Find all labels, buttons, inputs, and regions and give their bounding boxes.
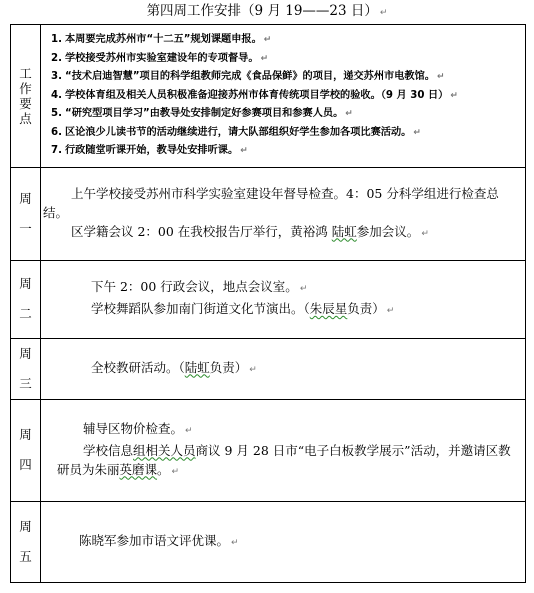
wednesday-line-1: 全校教研活动。（陆虹负责） ↵	[91, 359, 257, 375]
goals-list	[41, 25, 525, 167]
paragraph-mark-icon: ↵	[413, 127, 421, 138]
wednesday-content-cell[interactable]	[41, 338, 526, 399]
goal-text: 本周要完成苏州市“十二五”规划课题申报。	[65, 34, 262, 45]
goals-row	[11, 25, 526, 168]
friday-row	[11, 501, 526, 582]
goals-content-cell[interactable]	[41, 25, 526, 168]
goal-item	[51, 50, 521, 69]
friday-label-cell	[11, 501, 41, 582]
thursday-row	[11, 399, 526, 501]
spellcheck-mark: 英磨课	[119, 461, 158, 477]
paragraph-mark-icon: ↵	[171, 466, 180, 477]
monday-content-cell[interactable]	[41, 167, 526, 260]
paragraph-mark-icon: ↵	[436, 72, 445, 82]
monday-line-2: 区学籍会议 2：00 在我校报告厅举行，黄裕鸿 陆虹参加会议。 ↵	[71, 223, 429, 239]
wednesday-row	[11, 338, 526, 399]
goal-item	[51, 68, 521, 87]
goal-item	[51, 105, 521, 124]
spellcheck-mark: 陆虹	[331, 223, 357, 239]
monday-label: 周一	[19, 190, 32, 236]
thursday-label: 周四	[19, 427, 32, 472]
goal-number: 2.	[51, 52, 62, 64]
tuesday-line-1: 下午 2：00 行政会议，地点会议室。 ↵	[91, 279, 308, 294]
spellcheck-mark: 组相关人员	[133, 442, 196, 458]
goal-number: 7.	[51, 145, 62, 156]
thursday-line-1: 辅导区物价检查。 ↵	[83, 420, 193, 436]
paragraph-mark-icon: ↵	[450, 90, 458, 101]
monday-label-cell	[11, 167, 41, 260]
thursday-content-cell[interactable]	[41, 399, 526, 501]
goal-number: 4.	[51, 89, 62, 101]
goal-text: 学校体育组及相关人员积极准备迎接苏州市体育传统项目学校的验收。（9 月 30 日）	[65, 89, 449, 101]
page-title	[0, 2, 534, 22]
spellcheck-mark: 朱辰星	[309, 301, 348, 316]
paragraph-mark-icon: ↵	[379, 8, 388, 18]
friday-content-cell[interactable]	[41, 501, 526, 582]
goal-number: 6.	[51, 126, 62, 138]
paragraph-mark-icon: ↵	[421, 228, 429, 239]
monday-line-1: 上午学校接受苏州市科学实验室建设年督导检查。4：05 分科学组进行检查总结。	[43, 185, 499, 220]
paragraph-mark-icon: ↵	[263, 35, 272, 45]
goal-number: 1.	[51, 34, 62, 45]
friday-line-1: 陈晓军参加市语文评优课。 ↵	[79, 532, 239, 548]
paragraph-mark-icon: ↵	[260, 53, 269, 64]
wednesday-label-cell	[11, 338, 41, 399]
monday-row	[11, 167, 526, 260]
paragraph-mark-icon: ↵	[185, 425, 193, 436]
friday-label: 周五	[19, 518, 32, 564]
paragraph-mark-icon: ↵	[240, 146, 248, 156]
tuesday-line-2: 学校舞蹈队参加南门街道文化节演出。（朱辰星负责） ↵	[91, 301, 395, 316]
goal-text: “研究型项目学习”由教导处安排制定好参赛项目和参赛人员。	[65, 108, 344, 119]
goal-item	[51, 124, 521, 143]
paragraph-mark-icon: ↵	[231, 537, 239, 548]
goal-text: 学校接受苏州市实验室建设年的专项督导。	[65, 52, 259, 64]
paragraph-mark-icon: ↵	[249, 364, 257, 375]
paragraph-mark-icon: ↵	[386, 306, 395, 316]
tuesday-content-cell[interactable]	[41, 260, 526, 338]
goal-item	[51, 31, 521, 50]
schedule-table	[10, 24, 526, 583]
thursday-label-cell	[11, 399, 41, 501]
goal-item	[51, 87, 521, 106]
goal-text: 区论浪少儿读书节的活动继续进行，请大队部组织好学生参加各项比赛活动。	[65, 126, 412, 138]
goals-label-cell	[11, 25, 41, 168]
paragraph-mark-icon: ↵	[345, 109, 353, 119]
tuesday-label-cell	[11, 260, 41, 338]
tuesday-label: 周二	[19, 276, 32, 321]
goal-text: “技术启迪智慧”项目的科学组教师完成《食品保鲜》的项目，递交苏州市电教馆。	[65, 71, 435, 82]
paragraph-mark-icon: ↵	[299, 284, 308, 294]
goals-label: 工作要点	[19, 65, 32, 126]
spellcheck-mark: 陆虹	[184, 359, 210, 375]
tuesday-row	[11, 260, 526, 338]
goal-number: 5.	[51, 108, 62, 119]
goal-item	[51, 142, 521, 161]
goal-number: 3.	[51, 71, 62, 82]
title-text: 第四周工作安排（9 月 19——23 日）	[146, 3, 378, 19]
thursday-line-2: 学校信息组相关人员商议 9 月 28 日市“电子白板教学展示”活动，并邀请区教研员为朱丽英磨课。 ↵	[57, 442, 511, 477]
wednesday-label: 周三	[19, 345, 32, 391]
goal-text: 行政随堂听课开始，教导处安排听课。	[65, 145, 239, 156]
